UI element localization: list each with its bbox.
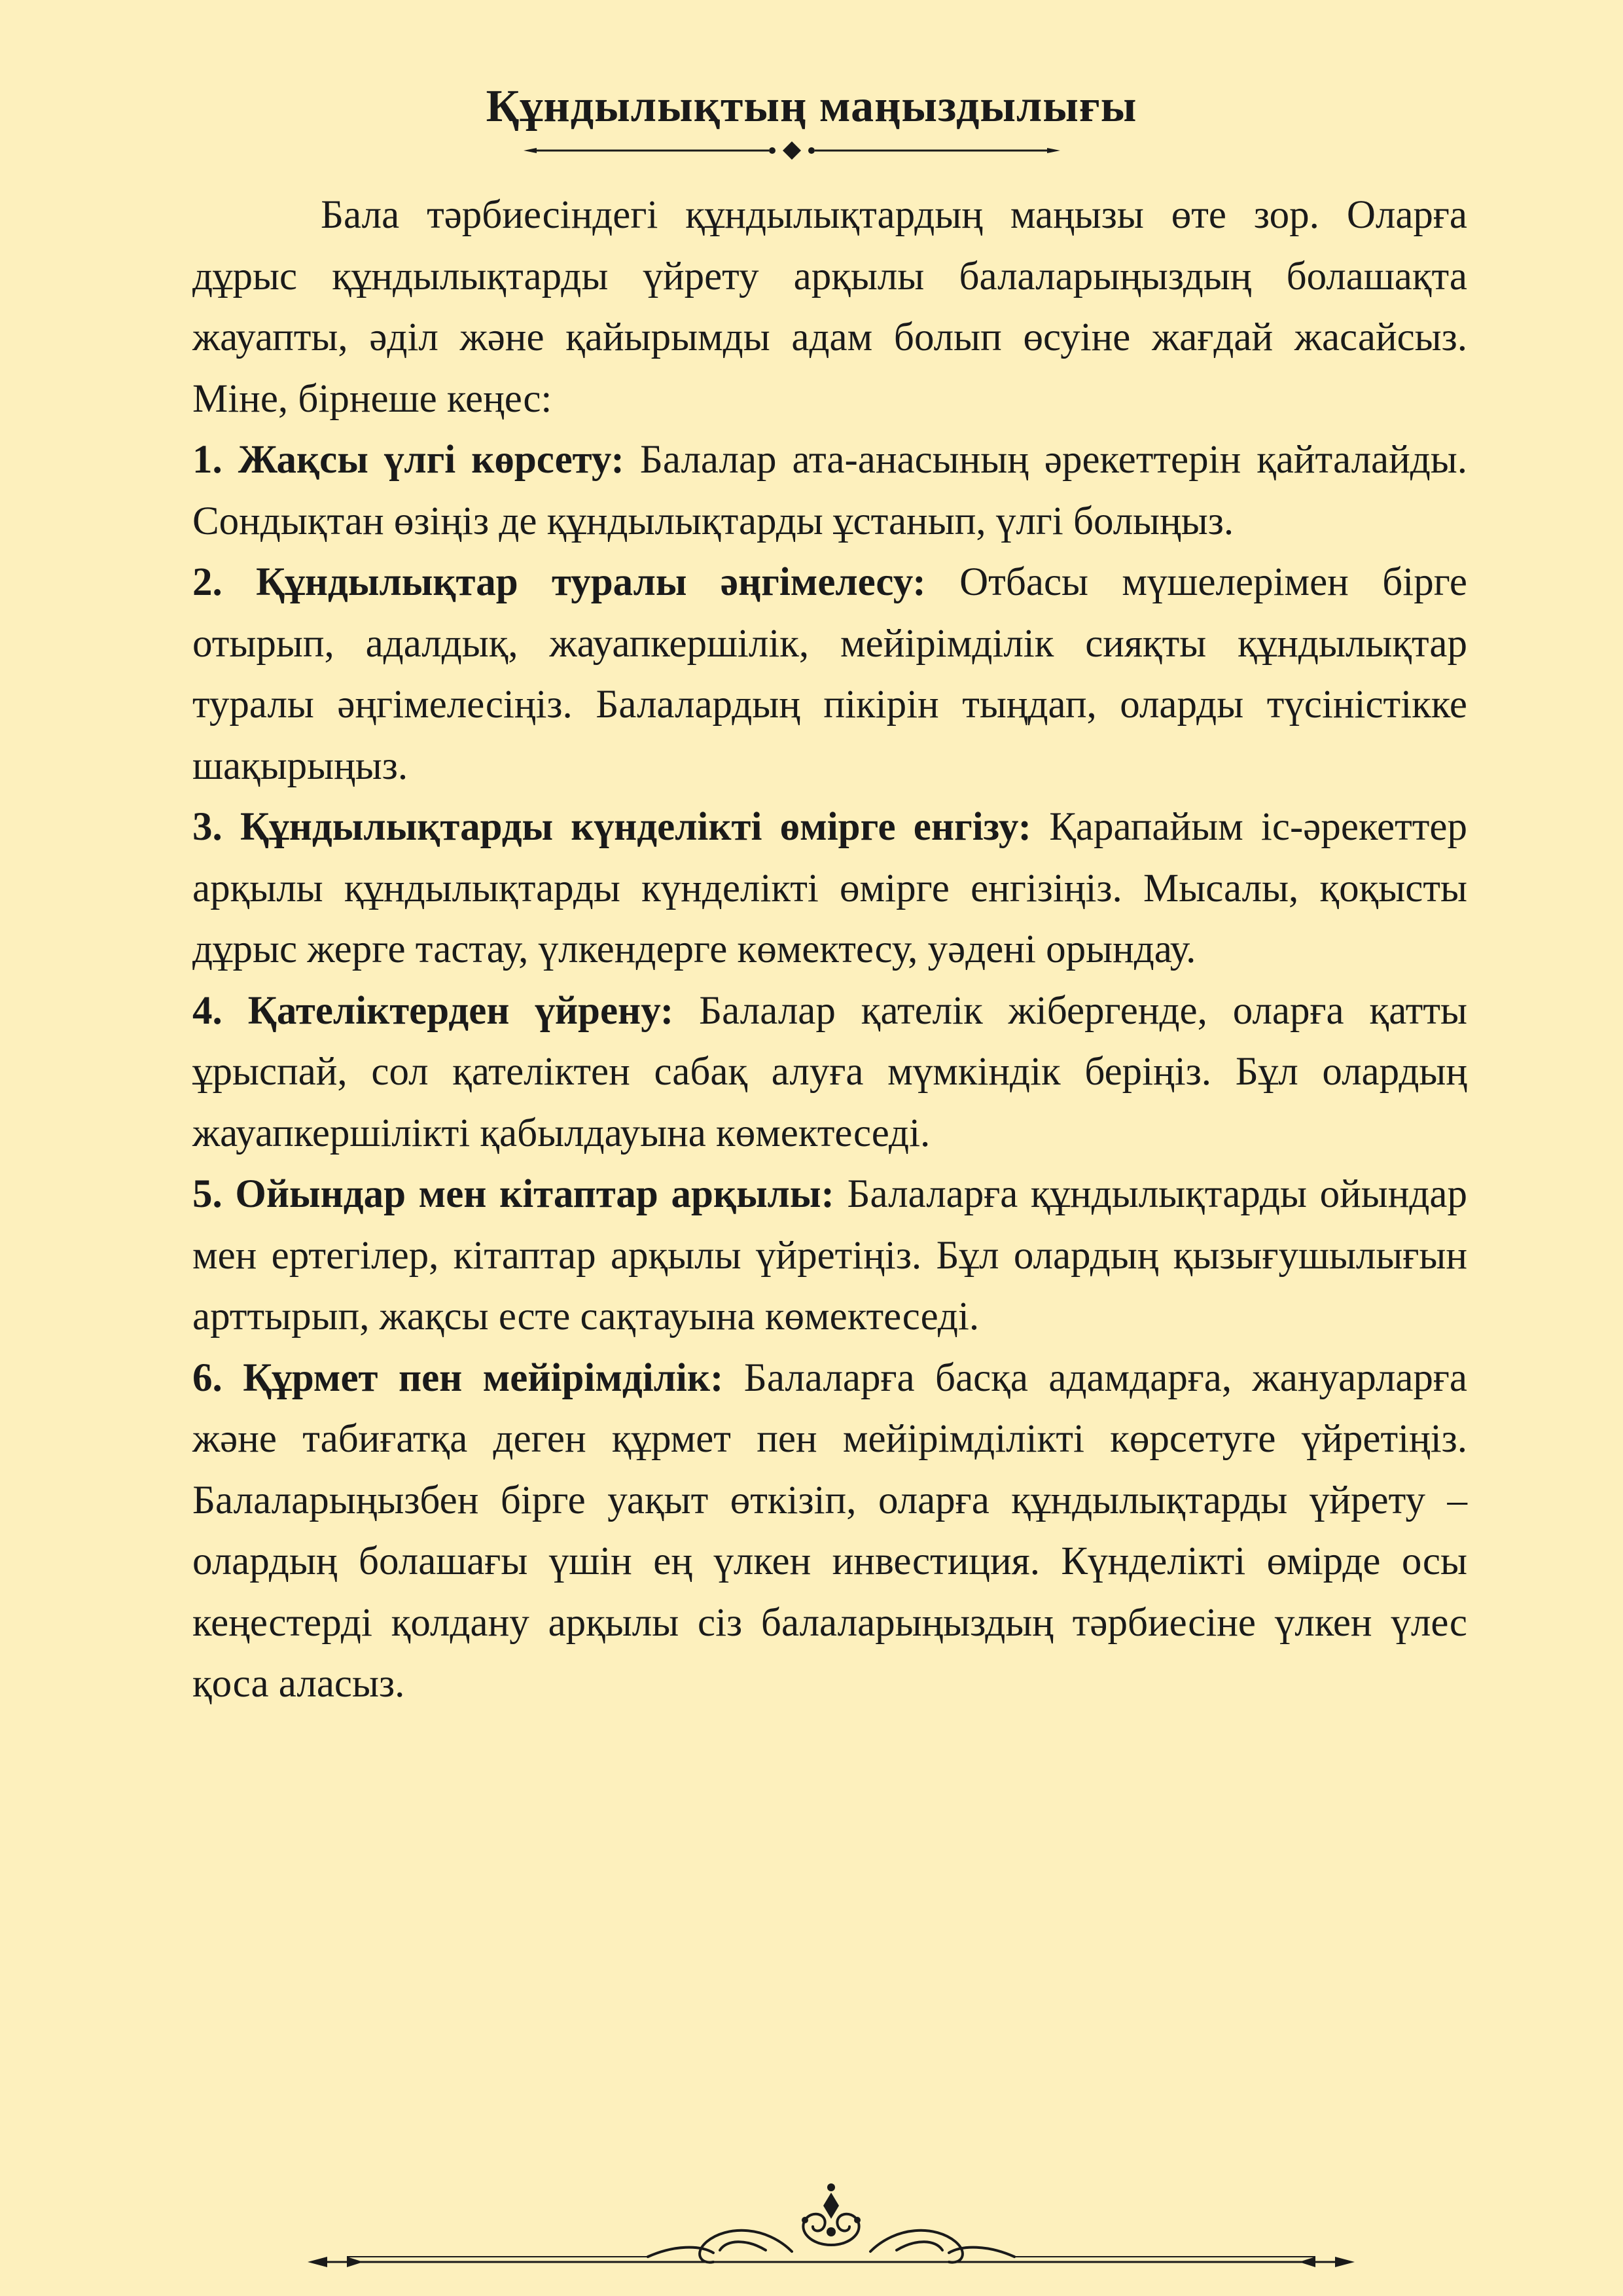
tip-paragraph — [192, 1164, 1467, 1348]
ornamental-divider-icon — [510, 137, 1073, 164]
tip-paragraph — [192, 1348, 1467, 1715]
tip-heading: 3. Құндылықтарды күнделікті өмірге енгізу: — [192, 805, 1031, 849]
tip-heading: 4. Қателіктерден үйрену: — [192, 988, 674, 1033]
intro-paragraph: Бала тәрбиесіндегі құндылықтардың маңызы өте зор. Оларға дұрыс құндылықтарды үйрету арқылы балаларыңыздың болашақта жауапты, әділ және қайырымды адам болып өсуіне жағдай жасайсыз. Міне, бірнеше кеңес: — [192, 193, 1467, 421]
tip-heading: 5. Ойындар мен кітаптар арқылы: — [192, 1172, 834, 1216]
tip-paragraph — [192, 797, 1467, 980]
tip-text: Қарапайым іс-әрекеттер арқылы құндылықтарды күнделікті өмірге енгізіңіз. Мысалы, қоқысты дұрыс жерге тастау, үлкендерге көмектесу, уәдені орындау. — [192, 805, 1467, 971]
tip-paragraph — [192, 552, 1467, 797]
tip-text: Балалар ата-анасының әрекеттерін қайталайды. Сондықтан өзіңіз де құндылықтарды ұстанып, үлгі болыңыз. — [192, 438, 1468, 543]
flourish-ornament-icon — [308, 2179, 1355, 2284]
page-title: Құндылықтың маңыздылығы — [486, 81, 1137, 132]
tip-text: Отбасы мүшелерімен бірге отырып, адалдық, жауапкершілік, мейірімділік сияқты құндылықтар туралы әңгімелесіңіз. Балалардың пікірін тыңдап, оларды түсіністікке шақырыңыз. — [192, 560, 1468, 788]
tip-heading: 1. Жақсы үлгі көрсету: — [192, 438, 624, 482]
document-body — [192, 185, 1467, 1715]
tip-heading: 6. Құрмет пен мейірімділік: — [192, 1355, 724, 1400]
tip-paragraph — [192, 980, 1467, 1164]
tip-text: Балалар қателік жібергенде, оларға қатты ұрыспай, сол қателіктен сабақ алуға мүмкіндік беріңіз. Бұл олардың жауапкершілікті қабылдауына көмектеседі. — [192, 988, 1467, 1155]
tip-heading: 2. Құндылықтар туралы әңгімелесу: — [192, 560, 926, 604]
tip-paragraph — [192, 429, 1467, 552]
tip-text: Балаларға құндылықтарды ойындар мен ертегілер, кітаптар арқылы үйретіңіз. Бұл олардың қызығушылығын арттырып, жақсы есте сақтауына көмектеседі. — [192, 1172, 1468, 1338]
tip-text: Балаларға басқа адамдарға, жануарларға және табиғатқа деген құрмет пен мейірімділікті көрсетуге үйретіңіз. Балаларыңызбен бірге уақыт өткізіп, оларға құндылықтарды үйрету – олардың болашағы үшін ең үлкен инвестиция. Күнделікті өмірде осы кеңестерді қолдану арқылы сіз балаларыңыздың тәрбиесіне үлкен үлес қоса аласыз. — [192, 1355, 1467, 1706]
